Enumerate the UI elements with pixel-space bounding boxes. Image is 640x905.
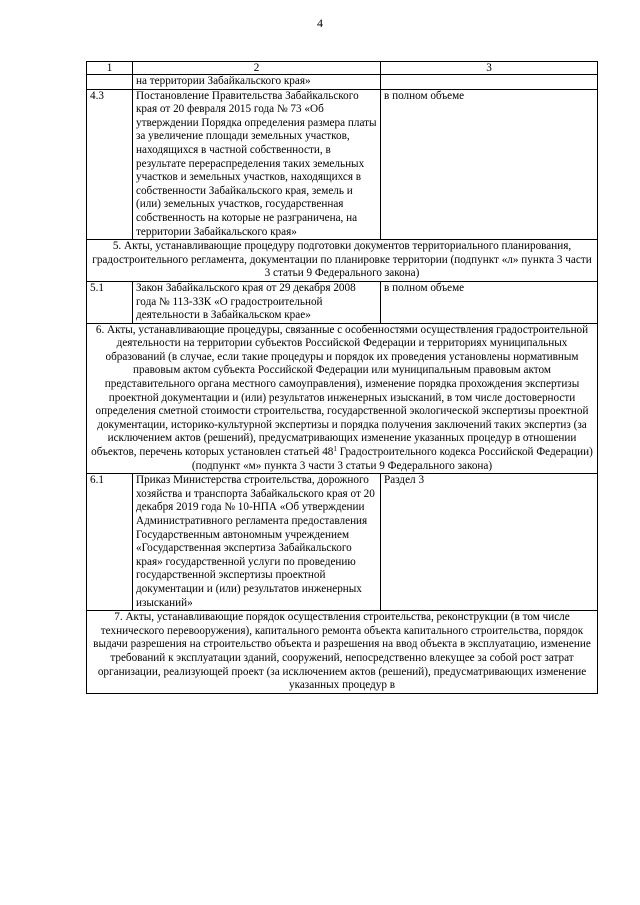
superscript-mark: 1: [333, 445, 337, 454]
column-header-3: 3: [381, 62, 598, 75]
scope-cell: [381, 75, 598, 90]
table-row: [87, 75, 598, 90]
table-row: [87, 474, 598, 611]
table-row: [87, 281, 598, 323]
section-6-text-end: Градостроительного кодекса Российской Федерации) (подпункт «м» пункта 3 части 3 статьи 9 Федерального закона): [191, 446, 593, 472]
act-description-cell: Приказ Министерства строительства, дорожного хозяйства и транспорта Забайкальского края от 20 декабря 2019 года № 10-НПА «Об утверждении Административного регламента предоставления Государственным автономным учреждением «Государственная экспертиза Забайкальского края» государственной услуги по проведению государственной экспертизы проектной документации и (или) результатов инженерных изысканий»: [133, 474, 381, 611]
section-5-heading: 5. Акты, устанавливающие процедуру подготовки документов территориального планирования, градостроительного регламента, документации по планировке территории (подпункт «л» пункта 3 части 3 статьи 9 Федерального закона): [87, 240, 598, 282]
section-7-heading: 7. Акты, устанавливающие порядок осуществления строительства, реконструкции (в том числе технического перевооружения), капитального ремонта объекта капитального строительства, порядок выдачи разрешения на строительство объекта и разрешения на ввод объекта в эксплуатацию, изменение требований к эксплуатации зданий, сооружений, непосредственно влекущее за собой рост затрат организации, реализующей проект (за исключением актов (решений), предусматривающих изменение указанных процедур в: [87, 611, 598, 694]
continuation-cell: на территории Забайкальского края»: [133, 75, 381, 90]
column-header-2: 2: [133, 62, 381, 75]
table-row: [87, 89, 598, 240]
act-description-cell: Закон Забайкальского края от 29 декабря 2008 года № 113-ЗЗК «О градостроительной деятельности в Забайкальском крае»: [133, 281, 381, 323]
column-header-1: 1: [87, 62, 133, 75]
row-number-cell: 5.1: [87, 281, 133, 323]
act-description-cell: Постановление Правительства Забайкальского края от 20 февраля 2015 года № 73 «Об утверждении Порядка определения размера платы за увеличение площади земельных участков, находящихся в частной собственности, в результате перераспределения таких земельных участков и земельных участков, находящихся в собственности Забайкальского края, земель и (или) земельных участков, государственная собственность на которые не разграничена, на территории Забайкальского края»: [133, 89, 381, 240]
section-row: [87, 240, 598, 282]
page-number: 4: [317, 16, 323, 30]
table-header-row: [87, 62, 598, 75]
section-row: [87, 323, 598, 474]
regulations-table: [86, 61, 598, 694]
row-number-cell: 6.1: [87, 474, 133, 611]
row-number-cell: 4.3: [87, 89, 133, 240]
scope-cell: Раздел 3: [381, 474, 598, 611]
section-6-text: 6. Акты, устанавливающие процедуры, связанные с особенностями осуществления градостроительной деятельности на территории субъектов Российской Федерации и территориях муниципальных образований (в случае, если такие процедуры и порядок их проведения установлены нормативным правовым актом субъекта Российской Федерации или муниципальным правовым актом представительного органа местного самоуправления), изменение порядка прохождения экспертизы проектной документации и (или) результатов инженерных изысканий, в том числе достоверности определения сметной стоимости строительства, государственной экологической экспертизы проектной документации, историко-культурной экспертизы и порядка получения заключений таких экспертиз (за исключением актов (решений), предусматривающих изменение указанных процедур в отношении объектов, перечень которых установлен статьей 48: [91, 323, 589, 459]
scope-cell: в полном объеме: [381, 281, 598, 323]
section-6-heading: [87, 323, 598, 474]
row-number-cell: [87, 75, 133, 90]
scope-cell: в полном объеме: [381, 89, 598, 240]
section-row: [87, 611, 598, 694]
